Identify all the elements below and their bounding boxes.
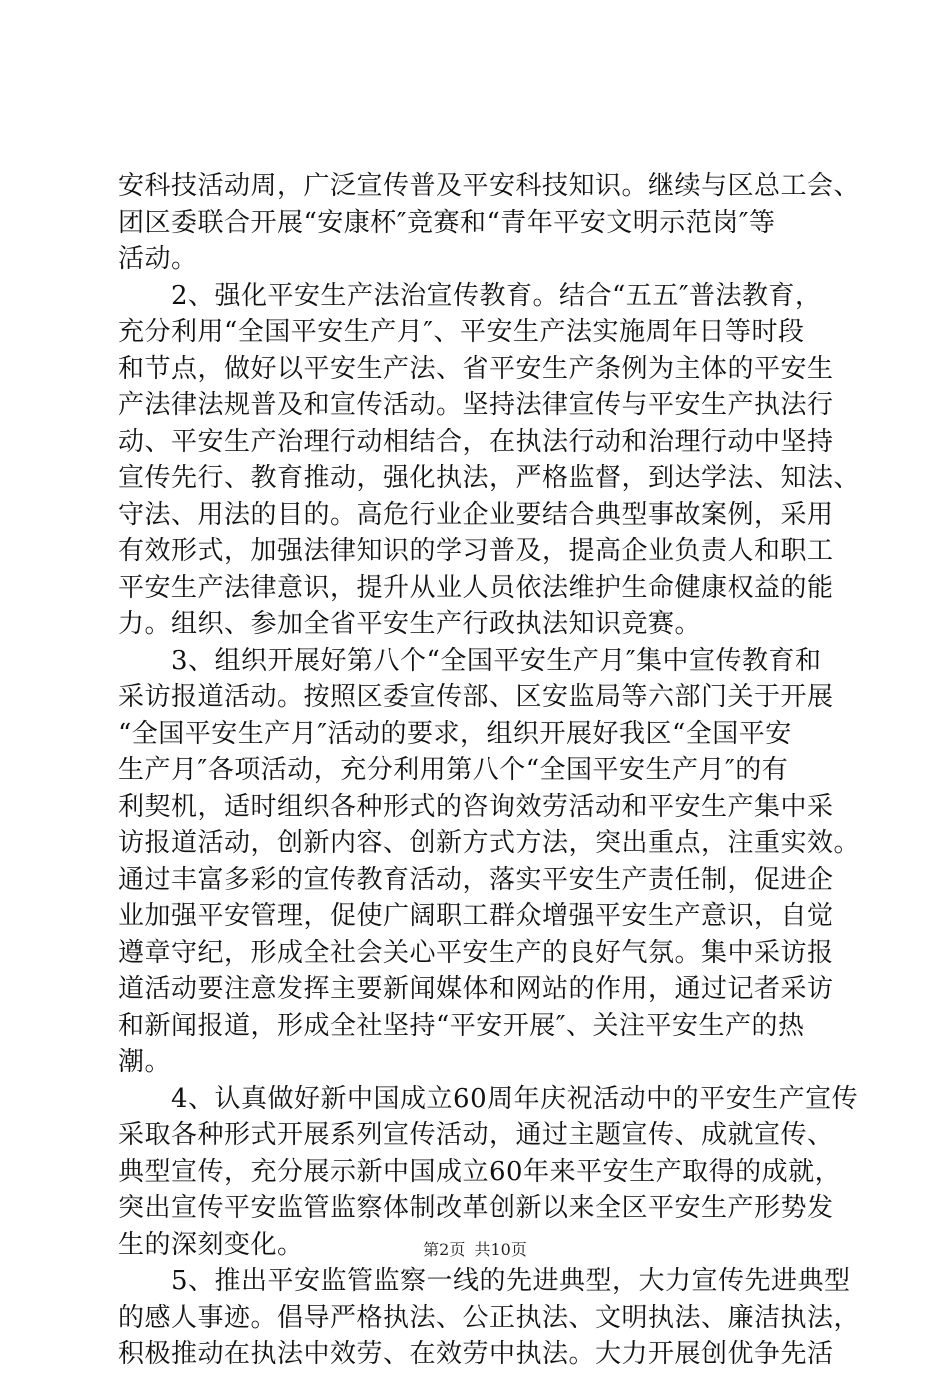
text-line: 潮。 [118, 1047, 172, 1077]
text-line: 业加强平安管理，促使广阔职工群众增强平安生产意识，自觉 [118, 901, 834, 931]
text-line: “全国平安生产月″活动的要求，组织开展好我区“全国平安 [118, 718, 792, 749]
text-line: 道活动要注意发挥主要新闻媒体和网站的作用，通过记者采访 [118, 974, 834, 1004]
text-line: 平安生产法律意识，提升从业人员依法维护生命健康权益的能 [118, 572, 834, 603]
page-number: 第2页 [423, 1240, 466, 1259]
text-line: 安科技活动周，广泛宣传普及平安科技知识。继续与区总工会、 [118, 171, 861, 201]
page-total: 共10页 [474, 1240, 527, 1259]
document-body [118, 168, 861, 1373]
text-line: 力。组织、参加全省平安生产行政执法知识竞赛。 [118, 609, 702, 639]
text-line: 宣传先行、教育推动，强化执法，严格监督，到达学法、知法、 [118, 463, 861, 493]
text-line: 的感人事迹。倡导严格执法、公正执法、文明执法、廉洁执法， [118, 1302, 861, 1333]
text-line: 活动。 [118, 244, 198, 274]
text-line: 和新闻报道，形成全社坚持“平安开展″、关注平安生产的热 [118, 1010, 805, 1041]
page-footer [0, 1240, 950, 1260]
text-line: 采访报道活动。按照区委宣传部、区安监局等六部门关于开展 [118, 682, 834, 712]
text-line: 4、认真做好新中国成立60周年庆祝活动中的平安生产宣传 [118, 1083, 859, 1114]
text-line: 守法、用法的目的。高危行业企业要结合典型事故案例，采用 [118, 499, 834, 530]
text-line: 有效形式，加强法律知识的学习普及，提高企业负责人和职工 [118, 536, 834, 566]
text-line: 团区委联合开展“安康杯″竞赛和“青年平安文明示范岗″等 [118, 207, 776, 238]
text-line: 利契机，适时组织各种形式的咨询效劳活动和平安生产集中采 [118, 791, 834, 822]
text-line: 动、平安生产治理行动相结合，在执法行动和治理行动中坚持 [118, 426, 834, 457]
text-line: 典型宣传，充分展示新中国成立60年来平安生产取得的成就， [118, 1156, 842, 1187]
text-line: 通过丰富多彩的宣传教育活动，落实平安生产责任制，促进企 [118, 864, 834, 895]
text-line: 2、强化平安生产法治宣传教育。结合“五五″普法教育， [118, 280, 822, 311]
text-line: 产法律法规普及和宣传活动。坚持法律宣传与平安生产执法行 [118, 390, 834, 420]
text-line: 访报道活动，创新内容、创新方式方法，突出重点，注重实效。 [118, 828, 861, 858]
text-line: 3、组织开展好第八个“全国平安生产月″集中宣传教育和 [118, 645, 822, 676]
text-line: 积极推动在执法中效劳、在效劳中执法。大力开展创优争先活 [118, 1339, 834, 1369]
text-line: 采取各种形式开展系列宣传活动，通过主题宣传、成就宣传、 [118, 1120, 834, 1150]
text-line: 和节点，做好以平安生产法、省平安生产条例为主体的平安生 [118, 353, 834, 384]
text-line: 生的深刻变化。 [118, 1229, 304, 1260]
text-line: 生产月″各项活动，充分利用第八个“全国平安生产月″的有 [118, 755, 789, 785]
text-line: 5、推出平安监管监察一线的先进典型，大力宣传先进典型 [118, 1266, 851, 1296]
text-line: 遵章守纪，形成全社会关心平安生产的良好气氛。集中采访报 [118, 937, 834, 968]
text-line: 突出宣传平安监管监察体制改革创新以来全区平安生产形势发 [118, 1193, 834, 1223]
text-line: 充分利用“全国平安生产月″、平安生产法实施周年日等时段 [118, 317, 805, 347]
